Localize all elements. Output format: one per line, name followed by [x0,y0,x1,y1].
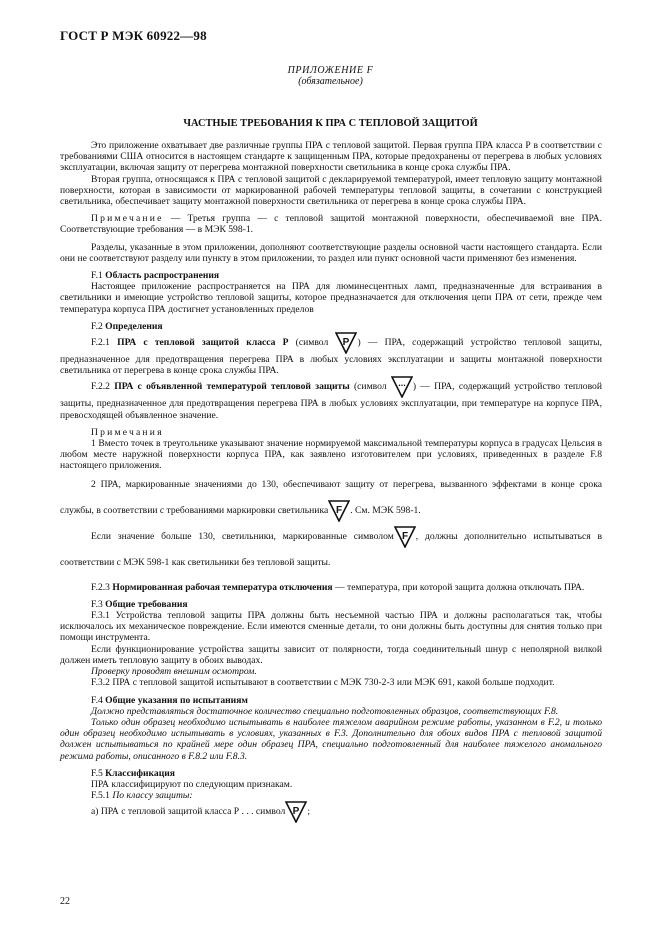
clause-f21 [60,332,602,376]
symbol-letter: F [336,504,343,516]
clause-number: F.3.1 [91,610,110,622]
note-text: — Третья группа — с тепловой защитой монтажной поверхности, обеспечиваемой вне ПРА. Соответствующие требования — в МЭК 598-1. [60,213,602,236]
note-3-rest: , должны дополнительно испытываться в соответствии с МЭК 598-1 как светильники без тепловой защиты. [60,530,602,568]
item-end: ; [307,806,310,818]
section-f2-heading [60,321,602,332]
section-f3-heading [60,599,602,610]
declared-temperature-symbol-icon [391,376,413,398]
clause-f31 [60,610,602,644]
intro-paragraph-2: Вторая группа, относящаяся к ПРА с тепловой защитой с декларируемой температурой, имеет тепловую защиту монтажной поверхности, которая в зависимости от маркированной рабочей температуры тепловой защиты, в сочетании с конструкцией светильника, обеспечивает защиту монтажной поверхности светильника от перегрева в конце срока службы ПРА. [60,173,602,208]
section-f5-heading [60,768,602,779]
classification-item-a [60,801,602,823]
clause-text: ) — ПРА, содержащий устройство тепловой защиты, предназначенное для предотвращения перегрева ПРА в любых условиях эксплуатации и защиты монтажной поверхности светильника от перегрева в конце срока службы ПРА. [60,337,602,377]
section-f5-intro: ПРА классифицируют по следующим признакам. [91,778,293,790]
clause-f32 [60,677,602,688]
item-text: а) ПРА с тепловой защитой класса Р . . . символ [91,806,286,818]
symbol-letter: P [292,806,300,818]
section-f4-paragraph-1: Должно представляться достаточное количество специально подготовленных образцов, соответствующих F.8. [91,705,559,717]
intro-paragraph-1: Это приложение охватывает две различные группы ПРА с тепловой защитой. Первая группа ПРА класса Р в соответствии с требованиями США относится в настоящем стандарте к защищенным ПРА, которые предохранены от перегрева в любых условиях эксплуатации, включая защиту от перегрева монтажной поверхности светильника в конце срока службы ПРА. [60,140,602,174]
section-f3-paragraph-2: Если функционирование устройства защиты зависит от полярности, тогда соединительный шнур с неполярной вилкой должен иметь тепловую защиту в обоих выводах. [60,643,602,666]
section-number: F.5 [91,767,103,779]
appendix-type: (обязательное) [298,76,363,87]
clause-number: F.5.1 [91,790,110,802]
clause-text: Устройства тепловой защиты ПРА должны быть несъемной частью ПРА и должны располагаться так, чтобы исключалось их механическое повреждение. Если имеются сменные детали, то они должны быть доступны для снятия только при помощи инструмента. [60,610,602,644]
clause-f22 [60,376,602,420]
section-number: F.3 [91,598,103,610]
section-f4-paragraph-2: Только один образец необходимо испытывать в наиболее тяжелом аварийном режиме работы, указанном в F.2, и только один образец необходимо испытывать в условиях, указанных в F.3. Дополнительно для обоих видов ПРА с тепловой защитой должен испытываться по крайней мере один образец ПРА, специально подготовленный для наиболее тяжелого аномального режима работы, описанного в F.8.2 или F.8.3. [60,716,602,762]
clause-term: ПРА с тепловой защитой класса Р [117,337,289,349]
section-heading: Общие требования [105,598,188,610]
appendix-title: ПРИЛОЖЕНИЕ F [287,65,374,76]
section-number: F.2 [91,320,103,332]
note-1: 1 Вместо точек в треугольнике указывают значение нормируемой максимальной температуры корпуса в градусах Цельсия в любом месте наружной поверхности корпуса ПРА, как заявлено изготовителем при условиях, приведенных в разделе F.8 настоящего приложения. [60,438,602,472]
note-label: Примечание [91,213,164,225]
notes-label: Примечания [91,426,164,438]
clause-text: — температура, при которой защита должна отключать ПРА. [332,581,585,593]
notes-heading [60,427,602,438]
clause-f23 [60,582,602,593]
section-heading: Определения [105,320,163,332]
clause-number: F.2.2 [91,381,110,393]
symbol-word: (символ [349,381,391,393]
section-f4-heading [60,695,602,706]
class-p-symbol-icon [335,332,357,354]
clause-number: F.2.1 [91,337,110,349]
note-2-ref: . См. МЭК 598-1. [350,504,421,516]
luminaire-f-symbol-icon [328,500,350,522]
section-number: F.4 [91,694,103,706]
note-3-text: Если значение больше 130, светильники, маркированные символом [91,530,394,542]
luminaire-f-symbol-icon [394,526,416,548]
note-3 [60,524,602,576]
clause-term: Нормированная рабочая температура отключения [112,581,333,593]
symbol-letter: F [401,530,408,542]
document-body [60,140,602,823]
clause-f51 [60,790,602,801]
intro-note [60,213,602,235]
standard-header: ГОСТ Р МЭК 60922—98 [60,28,207,43]
clause-number: F.3.2 [91,677,110,689]
class-p-symbol-icon [285,801,307,823]
symbol-word: (символ [288,337,336,349]
clause-term: ПРА с объявленной температурой тепловой защиты [114,381,350,393]
main-title: ЧАСТНЫЕ ТРЕБОВАНИЯ К ПРА С ТЕПЛОВОЙ ЗАЩИТОЙ [183,118,478,129]
symbol-letter: P [343,337,350,349]
section-f1-text: Настоящее приложение распространяется на ПРА для люминесцентных ламп, предназначенные для встраивания в светильники и имеющие устройство тепловой защиты, которое предназначается для отключения цепи ПРА от сети, прежде чем температура корпуса ПРА достигнет установленных пределов [60,281,602,315]
clause-number: F.2.3 [91,581,110,593]
check-note: Проверку проводят внешним осмотром. [91,666,257,678]
note-2 [60,472,602,524]
note-2-text: 2 ПРА, маркированные значениями до 130, обеспечивают защиту от перегрева, вызванного эффектами в конце срока службы, в соответствии с требованиями маркировки светильника [60,478,602,516]
section-heading: Общие указания по испытаниям [105,694,248,706]
section-f1-heading [60,270,602,281]
symbol-dots: ... [398,378,406,389]
page-number: 22 [60,896,70,907]
section-heading: Классификация [105,767,175,779]
intro-paragraph-3: Разделы, указанные в этом приложении, дополняют соответствующие разделы основной части настоящего стандарта. Если они не соответствуют разделу или пункту в этом приложении, то раздел или пункт основной части применяют без изменения. [60,241,602,264]
clause-text: ПРА с тепловой защитой испытывают в соответствии с МЭК 730-2-3 или МЭК 691, какой больше подходит. [112,677,555,689]
section-heading: Область распространения [105,270,220,282]
section-number: F.1 [91,270,103,282]
clause-text: По классу защиты: [112,790,193,802]
clause-text: ) — ПРА, содержащий устройство тепловой защиты, предназначенное для предотвращения перегрева ПРА в любых условиях эксплуатации, при температуре на корпусе ПРА, превосходящей объявленное значение. [60,381,602,421]
